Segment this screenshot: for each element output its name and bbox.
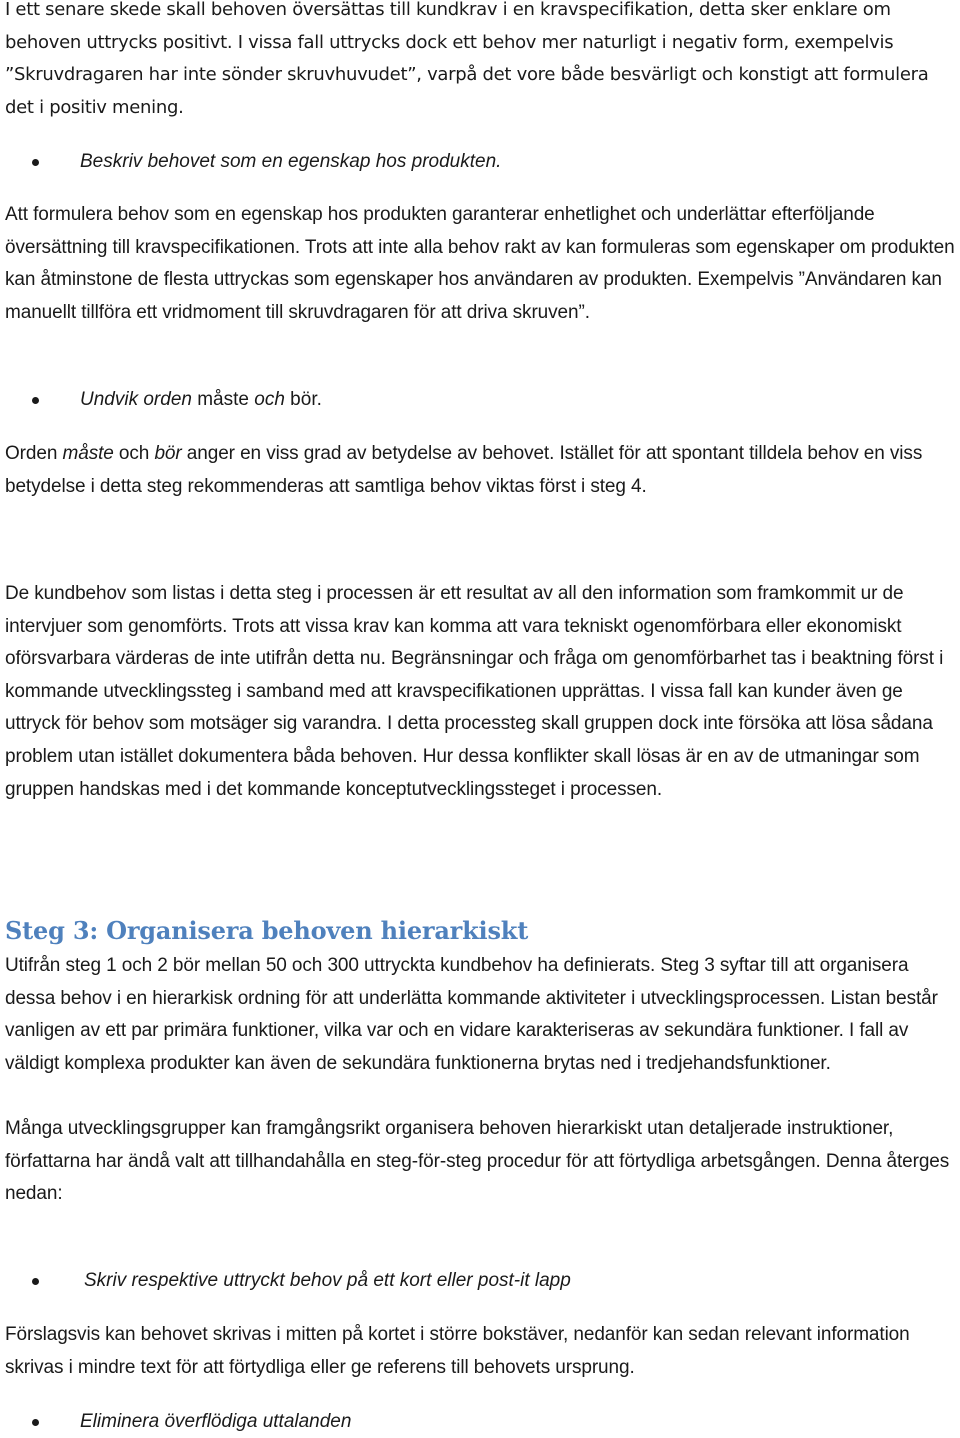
bullet-text: Skriv respektive uttryckt behov på ett kort eller post-it lapp bbox=[84, 1270, 571, 1291]
bullet-text: Undvik orden måste och bör. bbox=[80, 389, 322, 410]
paragraph-words-meaning: Orden måste och bör anger en viss grad av betydelse av behovet. Istället för att spontant tilldela behov en viss betydelse i detta steg rekommenderas att samtliga behov viktas först i steg 4. bbox=[5, 443, 923, 497]
bullet-item-write-cards bbox=[0, 1265, 950, 1297]
section-heading: Steg 3: Organisera behoven hierarkiskt bbox=[5, 916, 529, 945]
paragraph-customer-needs: De kundbehov som listas i detta steg i processen är ett resultat av all den information som framkommit ur de intervjuer som genomförts. Trots att vissa krav kan komma att vara tekniskt ogenomförbara eller ekonomiskt oförsvarbara värderas de inte utifrån detta nu. Begränsningar och fråga om genomförbarhet tas i beaktning först i kommande utvecklingssteg i samband med att kravspecifikationen upprättas. I vissa fall kan kunder även ge uttryck för behov som motsäger sig varandra. I detta processteg skall gruppen dock inte försöka att lösa sådana problem utan istället dokumentera båda behoven. Hur dessa konflikter skall lösas är en av de utmaningar som gruppen handskas med i det kommande konceptutvecklingssteget i processen. bbox=[5, 583, 944, 800]
bullet-item-avoid-words bbox=[0, 384, 950, 416]
bullet-dot-icon bbox=[32, 1278, 39, 1285]
paragraph-development-groups: Många utvecklingsgrupper kan framgångsrikt organisera behoven hierarkiskt utan detaljerade instruktioner, författarna har ändå valt att tillhandahålla en steg-för-steg procedur för att förtydliga arbetsgången. Denna återges nedan: bbox=[5, 1118, 950, 1205]
bullet-dot-icon bbox=[32, 397, 39, 404]
bullet-text: Eliminera överflödiga uttalanden bbox=[80, 1411, 352, 1432]
bullet-dot-icon bbox=[32, 159, 39, 166]
bullet-item-describe bbox=[0, 146, 950, 178]
paragraph-step3-intro: Utifrån steg 1 och 2 bör mellan 50 och 300 uttryckta kundbehov ha definierats. Steg 3 syftar till att organisera dessa behov i en hierarkisk ordning för att underlätta kommande aktiviteter i utvecklingsprocessen. Listan består vanligen av ett par primära funktioner, vilka var och en vidare karakteriseras av sekundära funktioner. I fall av väldigt komplexa produkter kan även de sekundära funktionerna brytas ned i tredjehandsfunktioner. bbox=[5, 955, 938, 1074]
bullet-text: Beskriv behovet som en egenskap hos produkten. bbox=[80, 151, 502, 172]
bullet-dot-icon bbox=[32, 1419, 39, 1426]
paragraph-product-properties: Att formulera behov som en egenskap hos produkten garanterar enhetlighet och underlättar efterföljande översättning till kravspecifikationen. Trots att inte alla behov rakt av kan formuleras som egenskaper om produkten kan åtminstone de flesta uttryckas som egenskaper hos användaren av produkten. Exempelvis ”Användaren kan manuellt tillföra ett vridmoment till skruvdragaren för att driva skruven”. bbox=[5, 204, 955, 323]
intro-paragraph: I ett senare skede skall behoven översättas till kundkrav i en kravspecifikation, detta sker enklare om behoven uttrycks positivt. I vissa fall uttrycks dock ett behov mer naturligt i negativ form, exempelvis ”Skruvdragaren har inte sönder skruvhuvudet”, varpå det vore både besvärligt och konstigt att formulera det i positiv mening. bbox=[5, 0, 929, 118]
paragraph-card-suggestion: Förslagsvis kan behovet skrivas i mitten på kortet i större bokstäver, nedanför kan sedan relevant information skrivas i mindre text för att förtydliga eller ge referens till behovets ursprung. bbox=[5, 1324, 910, 1378]
bullet-item-eliminate bbox=[0, 1406, 950, 1438]
